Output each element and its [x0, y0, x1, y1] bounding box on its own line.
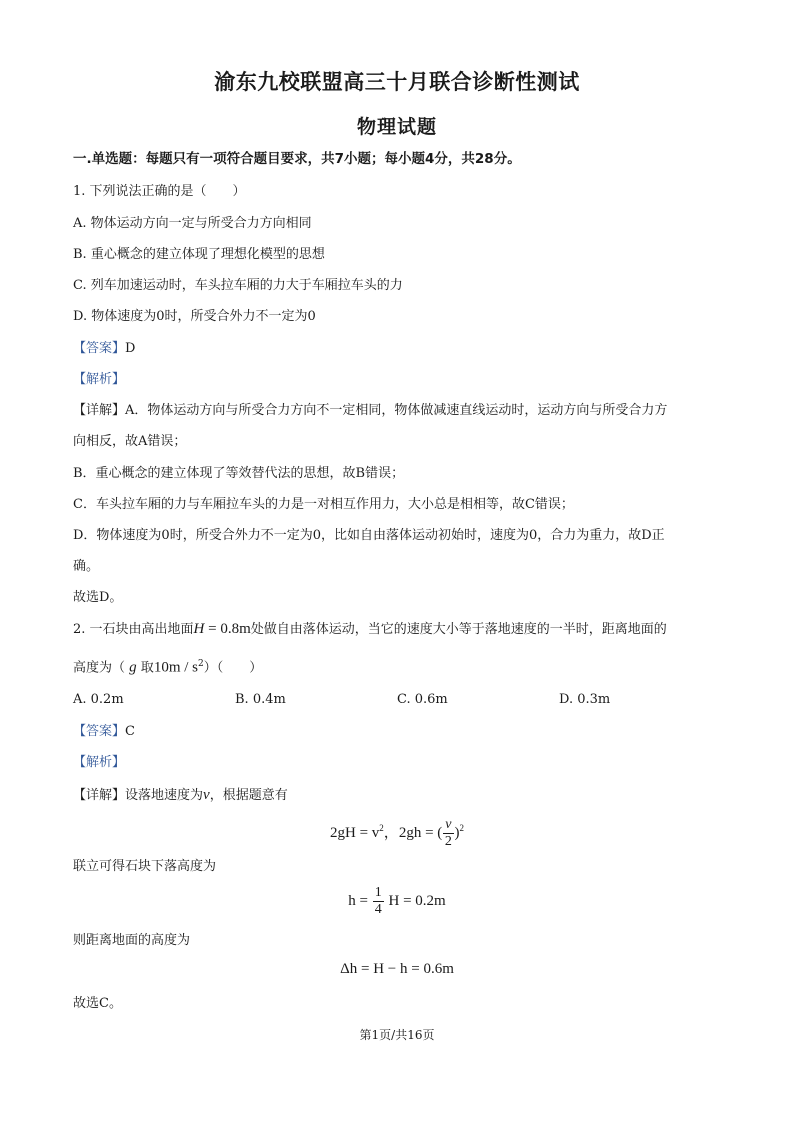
q2-option-d: D. 0.3m [559, 692, 611, 707]
answer-value: D [125, 341, 136, 356]
q2-option-c: C. 0.6m [397, 692, 448, 707]
q1-option-d: D. 物体速度为0时，所受合外力不一定为0 [73, 309, 316, 324]
q1-detail-line-3: B．重心概念的建立体现了等效替代法的思想，故B错误； [73, 466, 405, 481]
q1-conclusion: 故选D。 [73, 590, 123, 605]
q1-option-b: B. 重心概念的建立体现了理想化模型的思想 [73, 247, 325, 262]
fraction-denominator: 2 [444, 834, 452, 849]
q2-stem-text-2: 处做自由落体运动，当它的速度大小等于落地速度的一半时，距离地面的 [250, 622, 667, 637]
q2-stem2-text: 高度为（ [73, 660, 126, 676]
q1-detail-line-1 [73, 402, 733, 420]
q2-g-unit-exp: 2 [198, 659, 204, 669]
formula-3: Δh = H − h = 0.6m [340, 961, 454, 977]
formula-1-mid: 2gh = ( [398, 824, 443, 841]
formula-1-sep: ， [383, 824, 399, 841]
formula-2 [0, 886, 794, 917]
q2-height-text: 则距离地面的高度为 [73, 933, 191, 948]
q2-stem-line-2 [73, 655, 733, 677]
formula-1-exp-2: 2 [459, 822, 464, 833]
fraction-denominator: 4 [374, 902, 382, 917]
formula-1-left: 2gH = v [330, 824, 380, 841]
q1-option-a: A. 物体运动方向一定与所受合力方向相同 [73, 216, 312, 231]
q1-answer [73, 340, 733, 358]
fraction-numerator: v [445, 817, 452, 832]
page-number: 第1页/共16页 [359, 1028, 435, 1042]
q2-stem-text: 2. 一石块由高出地面 [73, 622, 194, 637]
answer-tag: 【答案】 [73, 341, 126, 356]
q2-conclusion: 故选C。 [73, 996, 122, 1011]
detail-text-2: ，根据题意有 [209, 788, 288, 803]
q1-analysis-tag: 【解析】 [73, 372, 126, 387]
detail-text: A．物体运动方向与所受合力方向不一定相同，物体做减速直线运动时，运动方向与所受合力方 [125, 403, 668, 418]
answer-value: C [125, 724, 135, 739]
q2-option-b: B. 0.4m [235, 692, 286, 707]
q1-stem: 1. 下列说法正确的是（ ） [73, 184, 246, 199]
q2-analysis-tag: 【解析】 [73, 755, 126, 770]
q1-detail-line-5: D．物体速度为0时，所受合外力不一定为0，比如自由落体运动初始时，速度为0，合力为重力，故D正 [73, 528, 665, 543]
exam-title: 渝东九校联盟高三十月联合诊断性测试 [214, 70, 580, 94]
q2-g-symbol: g [129, 659, 137, 676]
section-heading: 一.单选题：每题只有一项符合题目要求，共7小题；每小题4分，共28分。 [73, 151, 521, 167]
q2-option-a: A. 0.2m [73, 692, 124, 707]
answer-tag: 【答案】 [73, 724, 126, 739]
formula-2-right: H = 0.2m [388, 892, 446, 909]
q2-stem-line-1 [73, 620, 733, 639]
q2-stem2-end: ）（ ） [203, 660, 263, 676]
formula-1-close: ) [454, 824, 460, 841]
detail-text: 设落地速度为 [125, 788, 204, 803]
q1-detail-line-2: 向相反，故A错误； [73, 434, 187, 449]
fraction [373, 886, 384, 917]
exam-subtitle: 物理试题 [356, 116, 437, 138]
q2-stem2-take: 取 [140, 660, 154, 676]
q2-detail-line-1 [73, 786, 733, 805]
q1-detail-line-6: 确。 [73, 559, 100, 574]
q2-g-unit: 10m / s [153, 659, 198, 676]
detail-tag: 【详解】 [73, 403, 126, 418]
q2-stem-math: H = 0.8m [193, 621, 251, 637]
q2-answer [73, 723, 733, 741]
formula-1-exp: 2 [379, 822, 384, 833]
fraction [443, 818, 453, 849]
formula-2-left: h = [348, 892, 368, 909]
detail-tag: 【详解】 [73, 788, 126, 803]
q1-option-c: C. 列车加速运动时，车头拉车厢的力大于车厢拉车头的力 [73, 278, 403, 293]
q1-detail-line-4: C．车头拉车厢的力与车厢拉车头的力是一对相互作用力，大小总是相相等，故C错误； [73, 497, 574, 512]
velocity-symbol: v [203, 787, 210, 803]
formula-1 [0, 818, 794, 849]
fraction-numerator: 1 [374, 885, 382, 900]
q2-fall-height-text: 联立可得石块下落高度为 [73, 859, 217, 874]
